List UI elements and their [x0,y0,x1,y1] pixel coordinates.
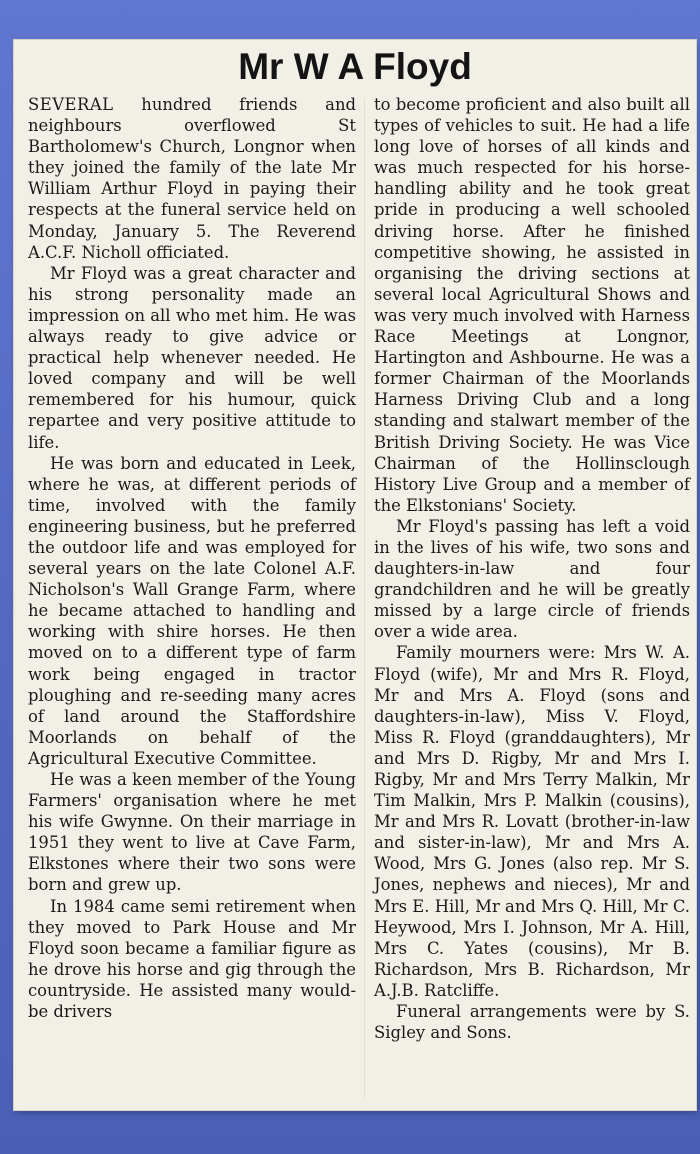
left-column [28,94,356,1022]
paragraph-passing: Mr Floyd's passing has left a void in the lives of his wife, two sons and daughters-in-law and four grandchildren and he will be greatly missed by a large circle of friends over a wide area. [374,516,690,642]
paragraph-text: hundred friends and neighbours overflowed St Bartholomew's Church, Longnor when they joined the family of the late Mr William Arthur Floyd in paying their respects at the funeral service held on Monday, January 5. The Reverend A.C.F. Nicholl officiated. [28,95,356,262]
paragraph-character: Mr Floyd was a great character and his strong personality made an impression on all who met him. He was always ready to give advice or practical help whenever needed. He loved company and will be well remembered for his humour, quick repartee and very positive attitude to life. [28,263,356,452]
paragraph-young-farmers: He was a keen member of the Young Farmers' organisation where he met his wife Gwynne. On their marriage in 1951 they went to live at Cave Farm, Elkstones where their two sons were born and grew up. [28,770,356,895]
paragraph-early-life: He was born and educated in Leek, where he was, at different periods of time, involved with the family engineering business, but he preferred the outdoor life and was employed for several years on the late Colonel A.F. Nicholson's Wall Grange Farm, where he became attached to handling and working with shire horses. He then moved on to a different type of farm work being engaged in tractor ploughing and re-seeding many acres of land around the Staffordshire Moorlands on behalf of the Agricultural Executive Committee. [28,453,356,768]
paragraph-funeral-arrangements: Funeral arrangements were by S. Sigley and Sons. [374,1002,690,1043]
right-column [374,94,690,1043]
paragraph-horses-continued: to become proficient and also built all types of vehicles to suit. He had a life long love of horses of all kinds and was much respected for his horse-handling ability and he took great pride in producing a well schooled driving horse. After he finished competitive showing, he assisted in organising the driving sections at several local Agricultural Shows and was very much involved with Harness Race Meetings at Longnor, Hartington and Ashbourne. He was a former Chairman of the Moorlands Harness Driving Club and a long standing and stalwart member of the British Driving Society. He was Vice Chairman of the Hollinsclough History Live Group and a member of the Elkstonians' Society. [374,95,690,515]
paragraph-family-mourners: Family mourners were: Mrs W. A. Floyd (wife), Mr and Mrs R. Floyd, Mr and Mrs A. Floyd (sons and daughters-in-law), Miss V. Floyd, Miss R. Floyd (granddaughters), Mr and Mrs D. Rigby, Mr and Mrs I. Rigby, Mr and Mrs Terry Malkin, Mr Tim Malkin, Mrs P. Malkin (cousins), Mr and Mrs R. Lovatt (brother-in-law and sister-in-law), Mr and Mrs A. Wood, Mrs G. Jones (also rep. Mr S. Jones, nephews and nieces), Mr and Mrs E. Hill, Mr and Mrs Q. Hill, Mr C. Heywood, Mrs I. Johnson, Mr A. Hill, Mrs C. Yates (cousins), Mr B. Richardson, Mrs B. Richardson, Mr A.J.B. Ratcliffe. [374,643,690,1000]
paragraph-intro [28,94,356,263]
newspaper-clipping [14,40,696,1110]
article-title: Mr W A Floyd [238,46,472,87]
paragraph-retirement: In 1984 came semi retirement when they moved to Park House and Mr Floyd soon became a familiar figure as he drove his horse and gig through the countryside. He assisted many would-be drivers [28,896,356,1022]
lead-word: SEVERAL [28,95,114,114]
column-divider [364,98,365,1098]
